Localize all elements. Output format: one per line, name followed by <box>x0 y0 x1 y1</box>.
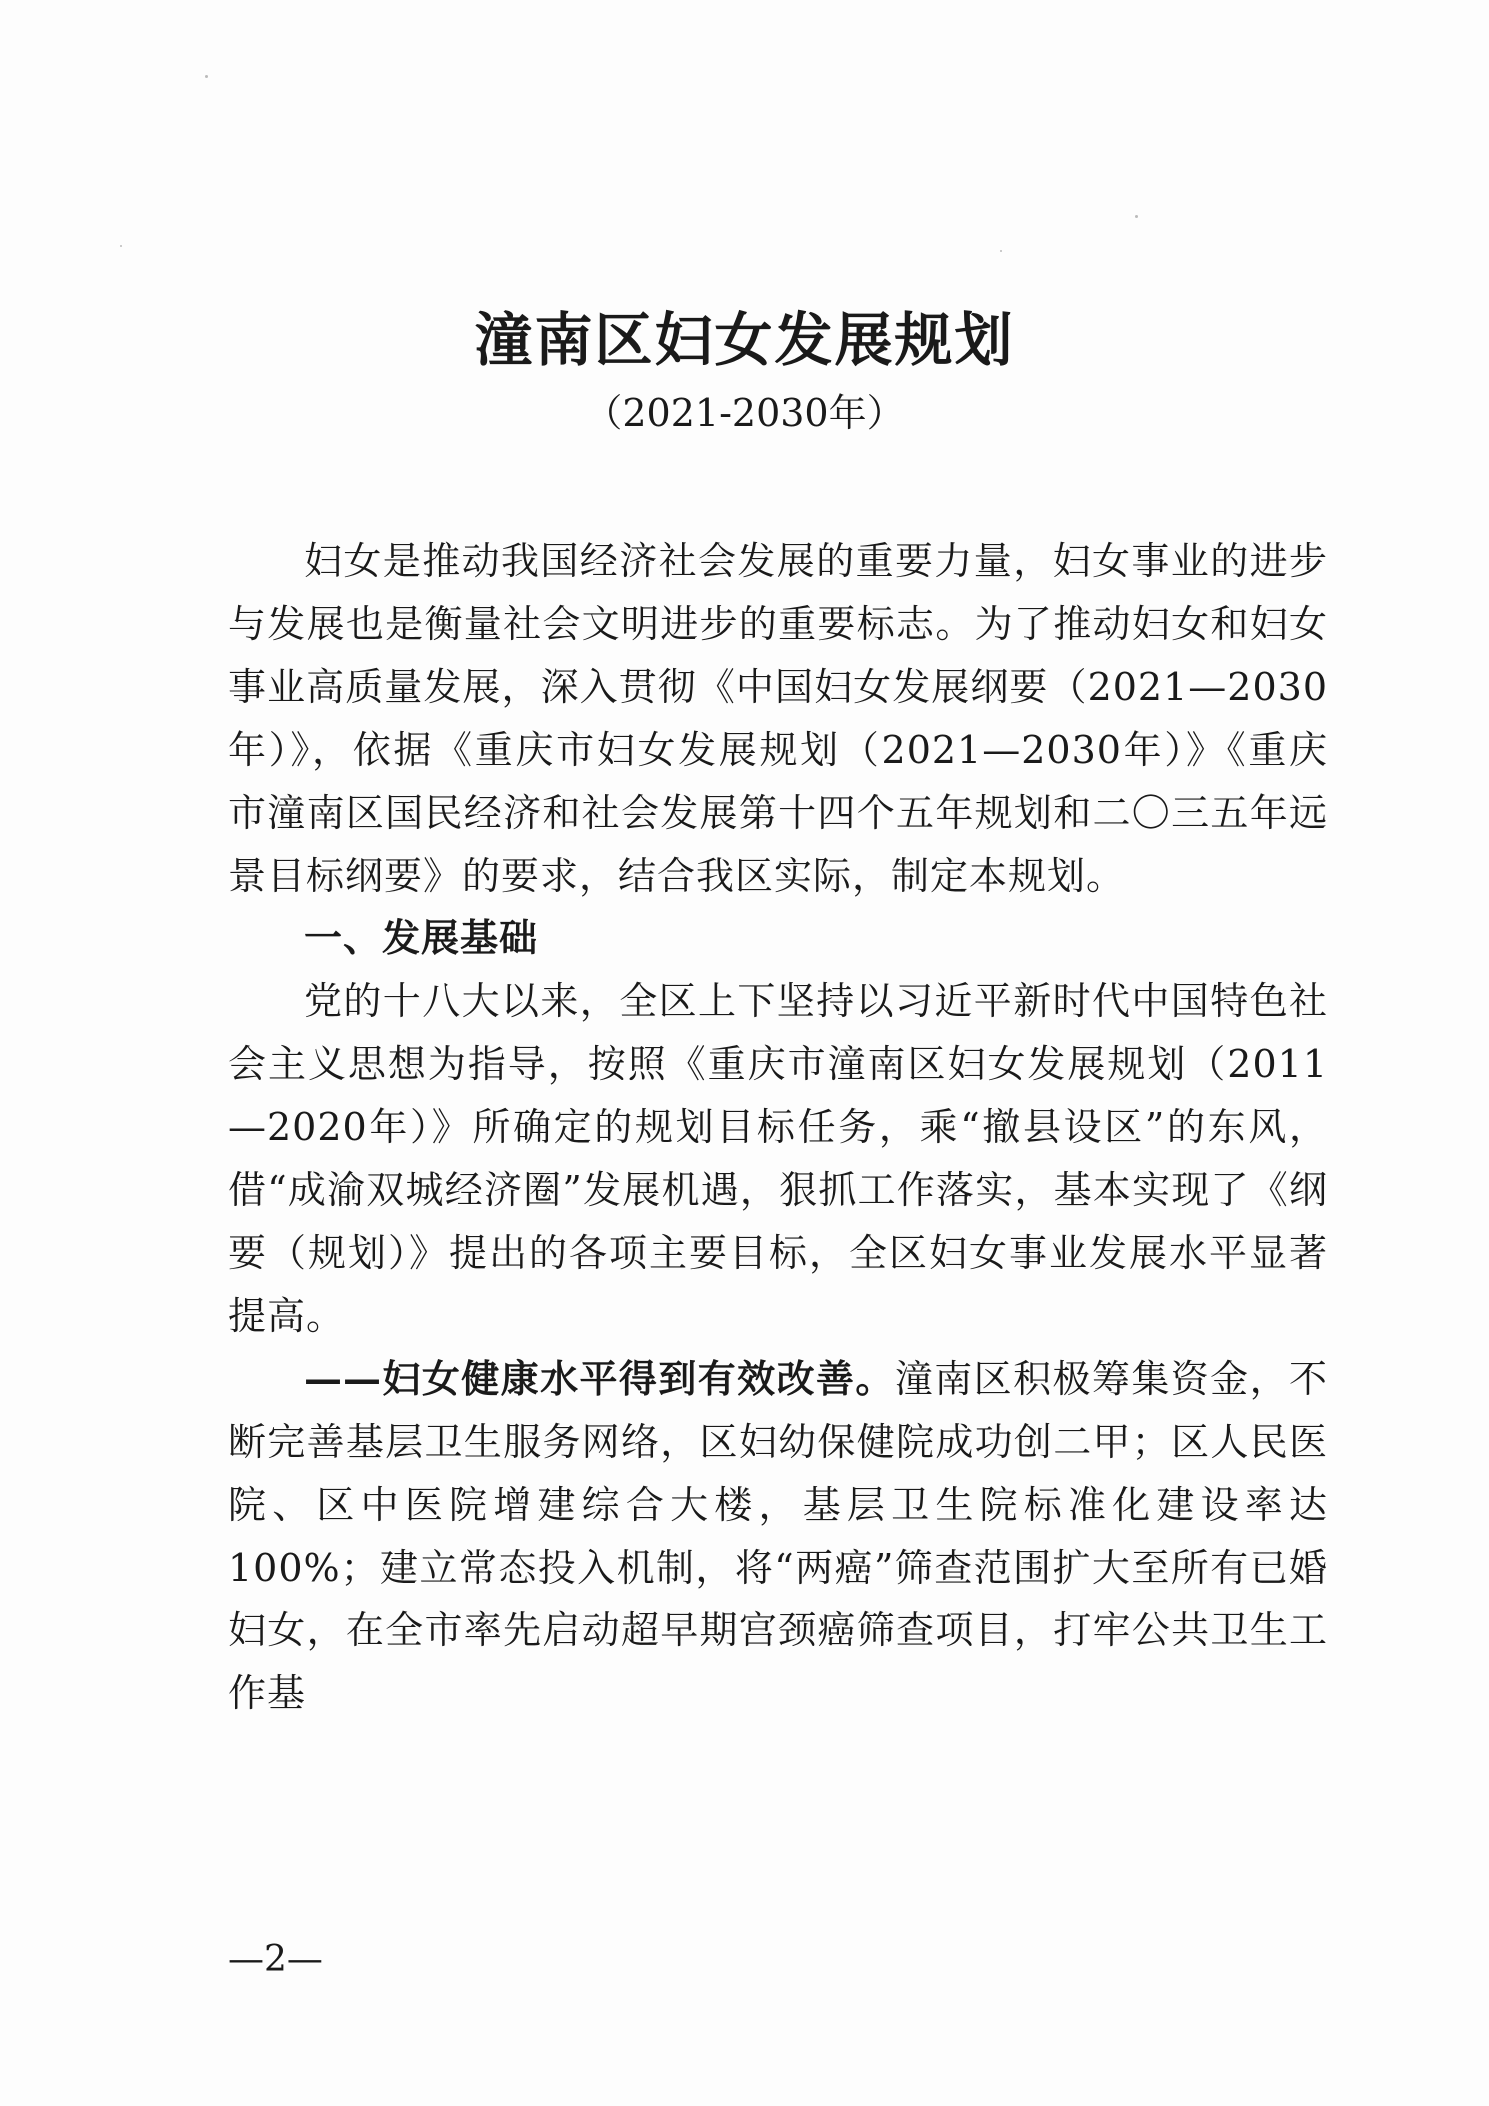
section-heading: 一、发展基础 <box>304 915 539 961</box>
paragraph-text: 党的十八大以来，全区上下坚持以习近平新时代中国特色社会主义思想为指导，按照《重庆市潼南区妇女发展规划（2011—2020年）》所确定的规划目标任务，乘“撤县设区”的东风，借“成渝双城经济圈”发展机遇，狠抓工作落实，基本实现了《纲要（规划）》提出的各项主要目标，全区妇女事业发展水平显著提高。 <box>228 979 1328 1338</box>
document-body <box>228 530 1328 1725</box>
paragraph-text: 潼南区积极筹集资金，不断完善基层卫生服务网络，区妇幼保健院成功创二甲；区人民医院、区中医院增建综合大楼，基层卫生院标准化建设率达100%；建立常态投入机制，将“两癌”筛查范围扩大至所有已婚妇女，在全市率先启动超早期宫颈癌筛查项目，打牢公共卫生工作基 <box>228 1356 1328 1716</box>
scan-speck <box>1135 215 1138 218</box>
document-title: 潼南区妇女发展规划 <box>474 306 1015 374</box>
intro-paragraph <box>228 530 1328 907</box>
paragraph-text: 妇女是推动我国经济社会发展的重要力量，妇女事业的进步与发展也是衡量社会文明进步的重要标志。为了推动妇女和妇女事业高质量发展，深入贯彻《中国妇女发展纲要（2021—2030年）》，依据《重庆市妇女发展规划（2021—2030年）》《重庆市潼南区国民经济和社会发展第十四个五年规划和二〇三五年远景目标纲要》的要求，结合我区实际，制定本规划。 <box>228 539 1328 898</box>
foundation-paragraph <box>228 970 1328 1347</box>
scan-speck <box>205 75 208 78</box>
paragraph-lead: ——妇女健康水平得到有效改善。 <box>304 1355 895 1401</box>
scan-speck <box>120 245 122 247</box>
document-subtitle: （2021-2030年） <box>584 391 905 435</box>
page-number: —2— <box>228 1939 323 1980</box>
scan-speck <box>1000 250 1002 252</box>
health-paragraph <box>228 1348 1328 1725</box>
